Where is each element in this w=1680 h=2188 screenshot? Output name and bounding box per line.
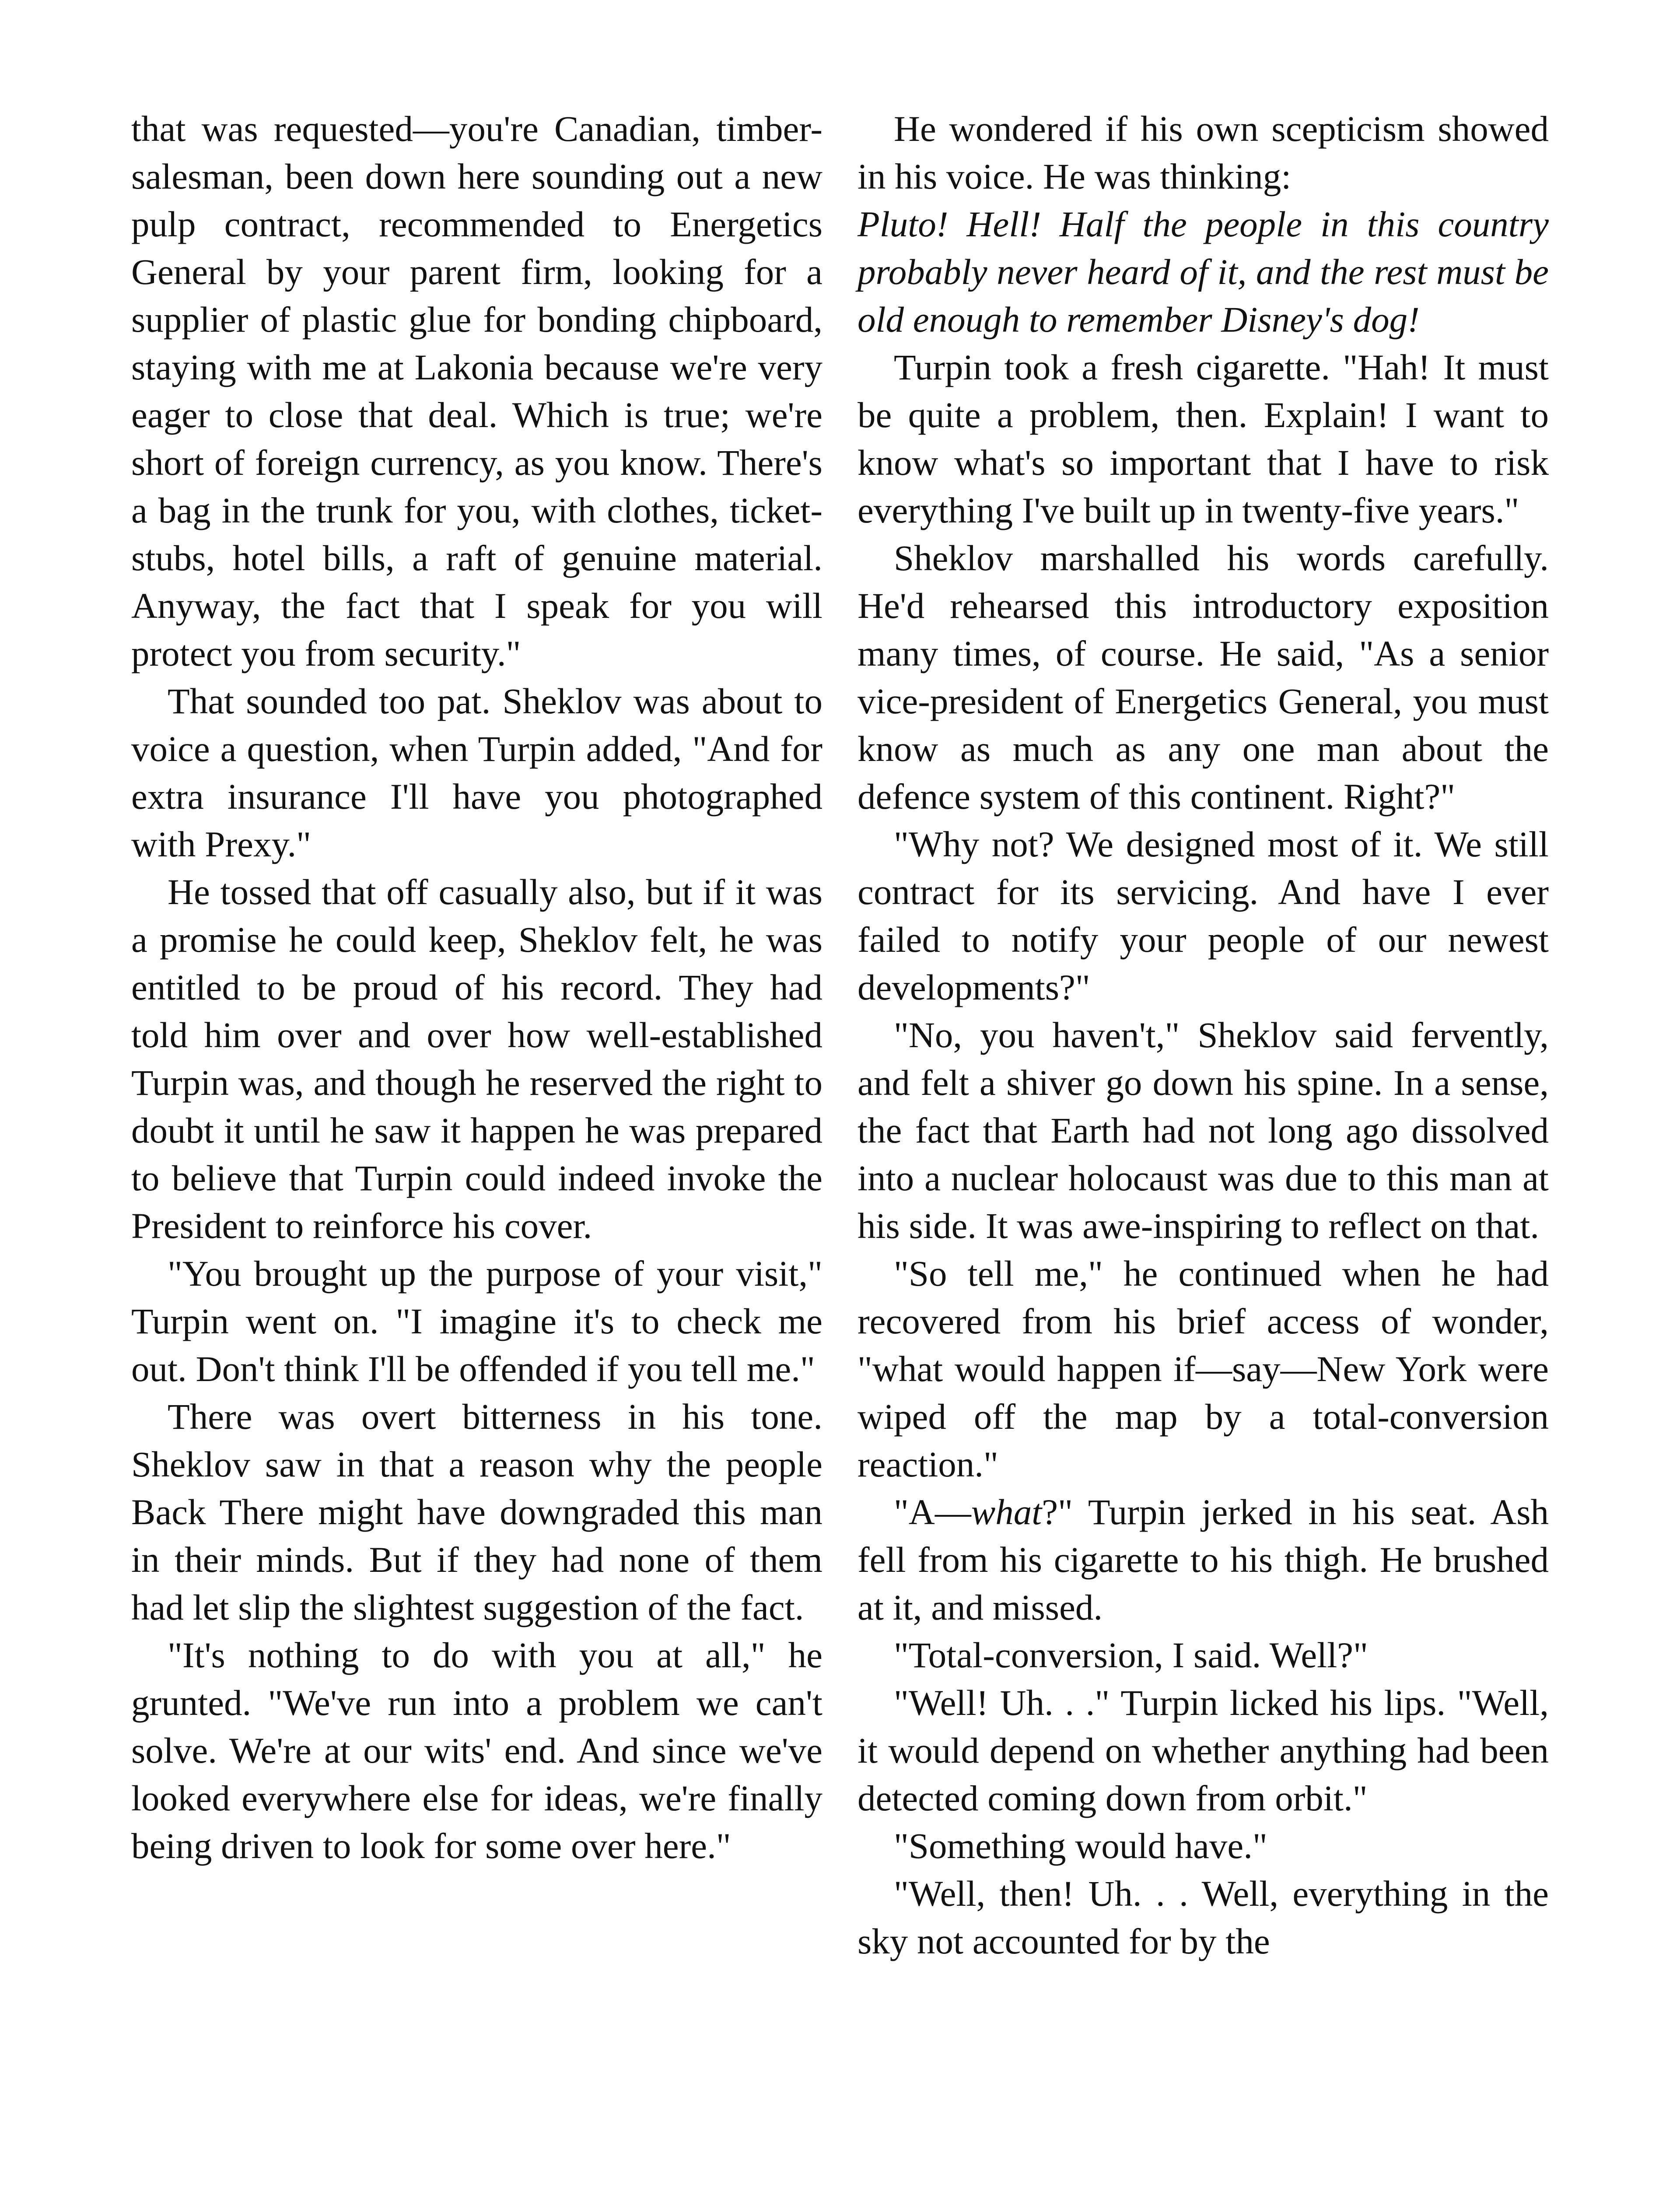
paragraph: "You brought up the purpose of your visit," Turpin went on. "I imagine it's to check me out. Don't think I'll be offended if you tell me." (131, 1253, 822, 1389)
italic-thought-paragraph: Pluto! Hell! Half the people in this country probably never heard of it, and the rest must be old enough to remember Disney's dog! (858, 204, 1549, 340)
paragraph: "So tell me," he continued when he had recovered from his brief access of wonder, "what would happen if—say—New York were wiped off the map by a total-conversion reaction." (858, 1253, 1549, 1484)
paragraph: "Well, then! Uh. . . Well, everything in the sky not accounted for by the (858, 1873, 1549, 1961)
paragraph: "Why not? We designed most of it. We still contract for its servicing. And have I ever failed to notify your people of our newest developments?" (858, 824, 1549, 1007)
right-text-column (858, 105, 1549, 1965)
emphasized-word: what (971, 1492, 1042, 1532)
paragraph: Turpin took a fresh cigarette. "Hah! It must be quite a problem, then. Explain! I want to know what's so important that I have to risk everything I've built up in twenty-five years." (858, 347, 1549, 530)
paragraph: that was requested—you're Canadian, timber-salesman, been down here sounding out a new pulp contract, recommended to Energetics General by your parent firm, looking for a supplier of plastic glue for bonding chipboard, staying with me at Lakonia because we're very eager to close that deal. Which is true; we're short of foreign currency, as you know. There's a bag in the trunk for you, with clothes, ticket-stubs, hotel bills, a raft of genuine material. Anyway, the fact that I speak for you will protect you from security." (131, 109, 822, 673)
paragraph: "Something would have." (894, 1826, 1267, 1866)
paragraph: There was overt bitterness in his tone. Sheklov saw in that a reason why the people Back There might have downgraded this man in their minds. But if they had none of them had let slip the slightest suggestion of the fact. (131, 1396, 822, 1627)
paragraph: "Total-conversion, I said. Well?" (894, 1635, 1368, 1675)
paragraph: Sheklov marshalled his words carefully. He'd rehearsed this introductory exposition many times, of course. He said, "As a senior vice-president of Energetics General, you must know as much as any one man about the defence system of this continent. Right?" (858, 538, 1549, 817)
paragraph (858, 1488, 1549, 1631)
left-text-column (131, 105, 822, 1870)
paragraph: "Well! Uh. . ." Turpin licked his lips. "Well, it would depend on whether anything had been detected coming down from orbit." (858, 1683, 1549, 1818)
paragraph: That sounded too pat. Sheklov was about to voice a question, when Turpin added, "And for extra insurance I'll have you photographed with Prexy." (131, 681, 822, 864)
paragraph: "It's nothing to do with you at all," he grunted. "We've run into a problem we can't solve. We're at our wits' end. And since we've looked everywhere else for ideas, we're finally being driven to look for some over here." (131, 1635, 822, 1866)
paragraph: "No, you haven't," Sheklov said fervently, and felt a shiver go down his spine. In a sense, the fact that Earth had not long ago dissolved into a nuclear holocaust was due to this man at his side. It was awe-inspiring to reflect on that. (858, 1015, 1549, 1246)
paragraph: He tossed that off casually also, but if it was a promise he could keep, Sheklov felt, he was entitled to be proud of his record. They had told him over and over how well-established Turpin was, and though he reserved the right to doubt it until he saw it happen he was prepared to believe that Turpin could indeed invoke the President to reinforce his cover. (131, 872, 822, 1246)
paragraph: He wondered if his own scepticism showed in his voice. He was thinking: (858, 109, 1549, 196)
paragraph-text-close: ?" Turpin jerked in his seat. Ash fell from his cigarette to his thigh. He brushed at it, and missed. (858, 1492, 1549, 1627)
paragraph-text-open: "A— (894, 1492, 971, 1532)
